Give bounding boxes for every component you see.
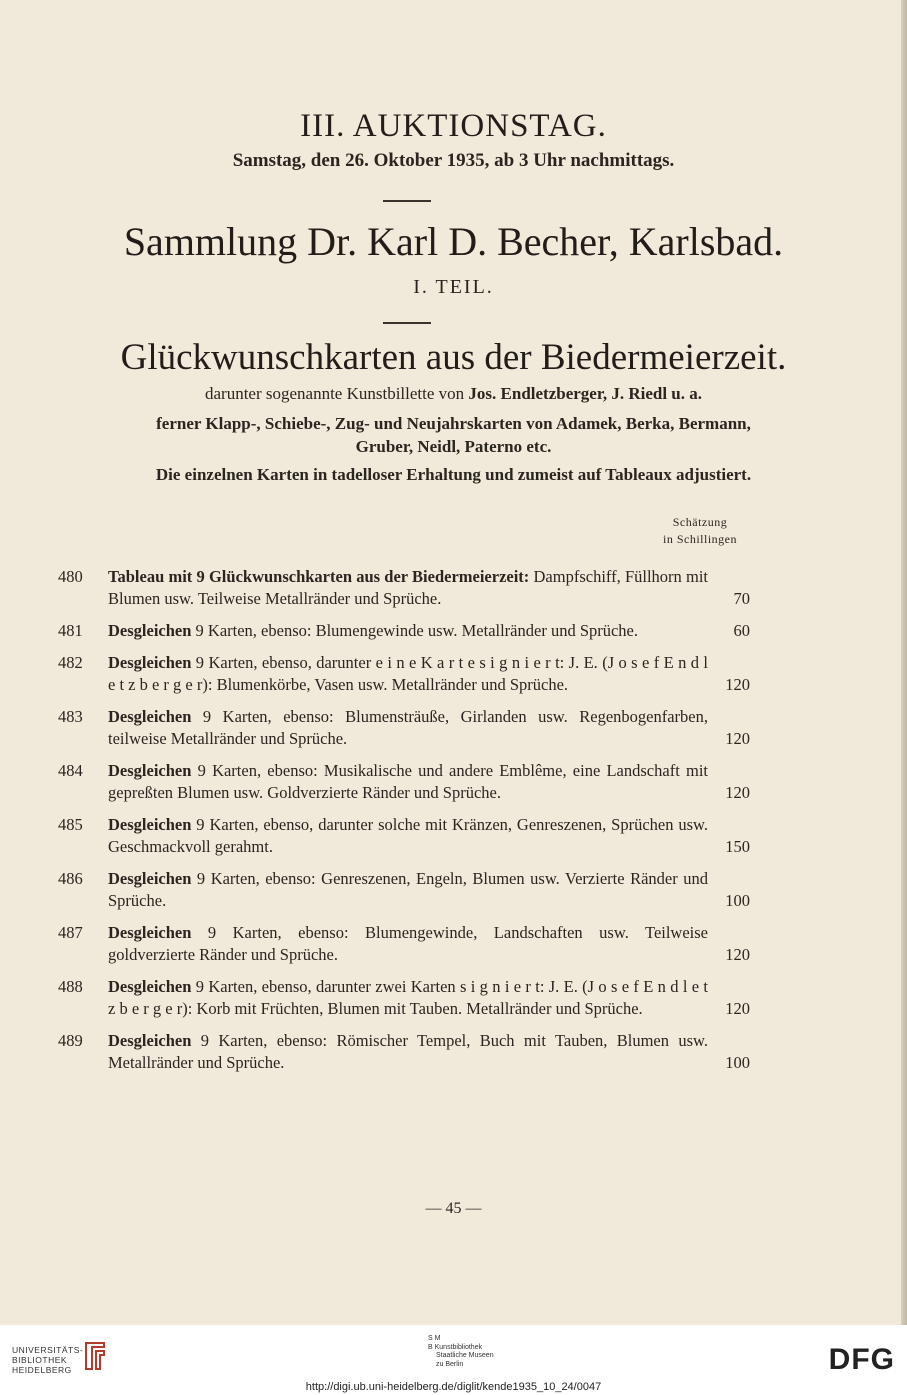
part-label: I. TEIL. <box>413 276 494 298</box>
lot-lead: Desgleichen <box>108 761 192 780</box>
lot-entry <box>58 760 758 804</box>
lot-lead: Desgleichen <box>108 815 192 834</box>
lot-description <box>108 566 708 610</box>
lot-number: 487 <box>58 923 83 942</box>
lot-entry <box>58 922 758 966</box>
lot-entry <box>58 566 758 610</box>
lot-description <box>108 760 708 804</box>
lot-text: 9 Karten, ebenso: Blumengewinde, Landschaften usw. Teilweise goldverzierte Ränder und Sprüche. <box>108 923 708 964</box>
lot-lead: Desgleichen <box>108 977 192 996</box>
permalink[interactable]: http://digi.ub.uni-heidelberg.de/diglit/kende1935_10_24/0047 <box>305 1381 602 1393</box>
lot-text: 9 Karten, ebenso: Blumengewinde usw. Metallränder und Sprüche. <box>191 621 639 640</box>
dfg-logo[interactable]: DFG <box>828 1343 895 1376</box>
lot-lead: Desgleichen <box>108 707 192 726</box>
lot-entry <box>58 620 758 642</box>
lot-text: 9 Karten, ebenso: Musikalische und andere Emblême, eine Landschaft mit gepreßten Blumen usw. Goldverzierte Ränder und Sprüche. <box>108 761 708 802</box>
lot-description <box>108 1030 708 1074</box>
section-subtitle-1 <box>0 384 907 404</box>
lot-description <box>108 868 708 912</box>
lot-number: 483 <box>58 707 83 726</box>
lot-estimate: 100 <box>725 1053 750 1072</box>
auction-date: Samstag, den 26. Oktober 1935, ab 3 Uhr nachmittags. <box>232 150 675 171</box>
lot-estimate: 150 <box>725 837 750 856</box>
credit-line: B Kunstbibliothek <box>428 1343 483 1351</box>
lot-number: 486 <box>58 869 83 888</box>
page-edge <box>901 0 907 1325</box>
logo-text: UNIVERSITÄTS- <box>12 1345 84 1355</box>
lot-text: 9 Karten, ebenso: Genreszenen, Engeln, Blumen usw. Verzierte Ränder und Sprüche. <box>108 869 708 910</box>
lot-estimate: 120 <box>725 729 750 748</box>
lot-number: 489 <box>58 1031 83 1050</box>
logo-text: BIBLIOTHEK <box>12 1355 68 1365</box>
lot-description <box>108 976 708 1020</box>
section-subtitle-2: ferner Klapp-, Schiebe-, Zug- und Neujahrskarten von Adamek, Berka, Bermann, <box>156 414 751 433</box>
credit-line: Staatliche Museen <box>436 1352 494 1359</box>
lot-description <box>108 706 708 750</box>
lot-description <box>108 620 708 642</box>
lot-text: 9 Karten, ebenso, darunter solche mit Kränzen, Genreszenen, Sprüchen usw. Geschmackvoll gerahmt. <box>108 815 708 856</box>
lot-text: 9 Karten, ebenso, darunter e i n e K a r t e s i g n i e r t: J. E. (J o s e f E n d l e t z b e r g e r): Blumenkörbe, Vasen usw. Metallränder und Sprüche. <box>108 653 708 694</box>
kunstbibliothek-credit <box>428 1335 494 1369</box>
lot-number: 481 <box>58 621 83 640</box>
collection-title: Sammlung Dr. Karl D. Becher, Karlsbad. <box>123 219 784 264</box>
lot-description <box>108 814 708 858</box>
lot-number: 482 <box>58 653 83 672</box>
ub-mark-icon <box>82 1339 108 1373</box>
lot-entry <box>58 814 758 858</box>
estimate-column-header <box>640 514 760 548</box>
logo-text: HEIDELBERG <box>12 1365 72 1375</box>
estimate-header-line: in Schillingen <box>663 532 737 546</box>
lot-estimate: 100 <box>725 891 750 910</box>
lot-lead: Tableau mit 9 Glückwunschkarten aus der Biedermeierzeit: <box>108 567 530 586</box>
lot-lead: Desgleichen <box>108 653 192 672</box>
lot-description <box>108 652 708 696</box>
lot-lead: Desgleichen <box>108 869 192 888</box>
section-subtitle-4: Die einzelnen Karten in tadelloser Erhaltung und zumeist auf Tableaux adjustiert. <box>155 465 752 484</box>
page-number: — 45 — <box>425 1200 482 1217</box>
lot-list <box>58 566 758 1084</box>
lot-description <box>108 922 708 966</box>
subtitle-names: Jos. Endletzberger, J. Riedl u. a. <box>468 384 703 403</box>
credit-line: zu Berlin <box>436 1360 464 1368</box>
divider <box>383 200 431 202</box>
lot-estimate: 120 <box>725 783 750 802</box>
lot-text: Dampfschiff, Füllhorn mit Blumen usw. Teilweise Metallränder und Sprüche. <box>108 567 709 608</box>
subtitle-text: darunter sogenannte Kunstbillette von <box>204 384 469 403</box>
lot-entry <box>58 652 758 696</box>
auction-day-title: III. AUKTIONSTAG. <box>300 108 607 144</box>
lot-estimate: 120 <box>725 999 750 1018</box>
lot-lead: Desgleichen <box>108 621 192 640</box>
lot-text: 9 Karten, ebenso: Römischer Tempel, Buch mit Tauben, Blumen usw. Metallränder und Sprüche. <box>108 1031 708 1072</box>
lot-estimate: 120 <box>725 945 750 964</box>
lot-entry <box>58 976 758 1020</box>
credit-line: S M <box>428 1335 441 1342</box>
lot-number: 480 <box>58 567 83 586</box>
lot-lead: Desgleichen <box>108 923 192 942</box>
lot-entry <box>58 1030 758 1074</box>
lot-entry <box>58 706 758 750</box>
digitization-footer <box>0 1325 907 1395</box>
lot-lead: Desgleichen <box>108 1031 192 1050</box>
lot-number: 485 <box>58 815 83 834</box>
section-subtitle-3: Gruber, Neidl, Paterno etc. <box>355 437 552 456</box>
divider <box>383 322 431 324</box>
lot-entry <box>58 868 758 912</box>
lot-estimate: 120 <box>725 675 750 694</box>
lot-estimate: 70 <box>733 589 750 608</box>
lot-text: 9 Karten, ebenso, darunter zwei Karten s i g n i e r t: J. E. (J o s e f E n d l e t z b e r g e r): Korb mit Früchten, Blumen mit Tauben. Metallränder und Sprüche. <box>108 977 708 1018</box>
lot-number: 488 <box>58 977 83 996</box>
estimate-header-line: Schätzung <box>672 515 728 529</box>
lot-text: 9 Karten, ebenso: Blumensträuße, Girlanden usw. Regenbogenfarben, teilweise Metallränder und Sprüche. <box>108 707 708 748</box>
section-title: Glückwunschkarten aus der Biedermeierzeit. <box>120 337 787 378</box>
ub-heidelberg-logo[interactable] <box>12 1345 83 1375</box>
lot-number: 484 <box>58 761 83 780</box>
lot-estimate: 60 <box>733 621 750 640</box>
